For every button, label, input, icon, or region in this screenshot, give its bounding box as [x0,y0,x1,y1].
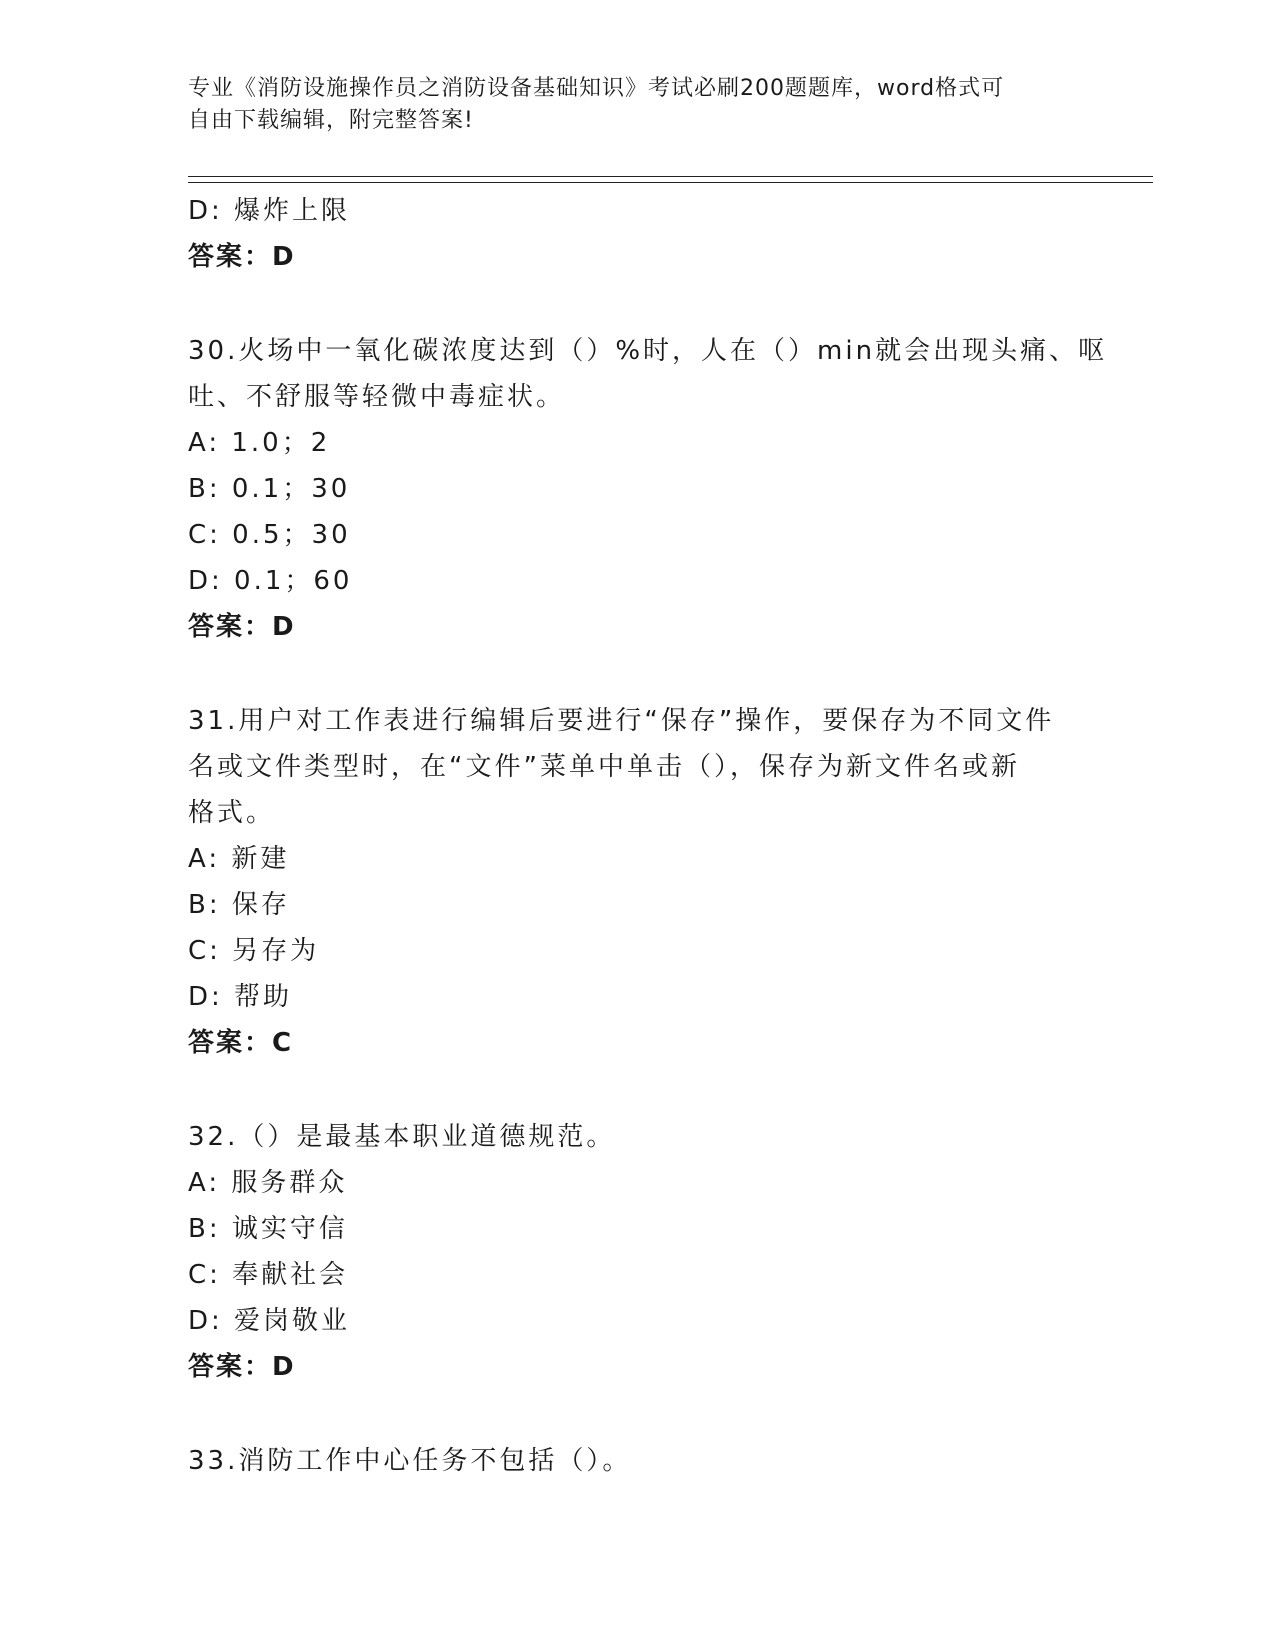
option-b: B: 诚实守信 [188,1214,348,1244]
document-body [188,188,1108,1484]
header-line-1: 专业《消防设施操作员之消防设备基础知识》考试必刷200题题库，word格式可 [188,76,1005,101]
option-d: D: 帮助 [188,982,293,1012]
answer-line: 答案：D [188,612,296,642]
option-c: C: 0.5；30 [188,520,351,550]
option-d: D: 爆炸上限 [188,196,351,226]
question-31 [188,698,1088,1066]
spacer [188,1066,1088,1114]
answer-line: 答案：D [188,1352,296,1382]
question-33 [188,1438,1088,1484]
question-30 [188,328,1108,650]
spacer [188,650,1088,698]
spacer [188,280,1088,328]
question-text: 31.用户对工作表进行编辑后要进行“保存”操作，要保存为不同文件 [188,706,1055,736]
header-divider-top [188,176,1153,177]
option-a: A: 服务群众 [188,1168,348,1198]
question-text: 格式。 [188,798,276,828]
spacer [188,1390,1088,1438]
option-c: C: 另存为 [188,936,320,966]
option-a: A: 1.0；2 [188,428,331,458]
document-header [188,73,1068,137]
answer-line: 答案：D [188,242,296,272]
answer-line: 答案：C [188,1028,294,1058]
header-line-2: 自由下载编辑，附完整答案! [188,108,474,133]
question-text: 30.火场中一氧化碳浓度达到（）%时，人在（）min就会出现头痛、呕 [188,336,1108,366]
question-text: 33.消防工作中心任务不包括（）。 [188,1446,632,1476]
option-c: C: 奉献社会 [188,1260,349,1290]
question-text: 32.（）是最基本职业道德规范。 [188,1122,616,1152]
header-divider-bottom [188,182,1153,183]
option-b: B: 保存 [188,890,290,920]
option-a: A: 新建 [188,844,290,874]
question-text: 吐、不舒服等轻微中毒症状。 [188,382,566,412]
option-d: D: 爱岗敬业 [188,1306,351,1336]
option-b: B: 0.1；30 [188,474,351,504]
question-text: 名或文件类型时，在“文件”菜单中单击（），保存为新文件名或新 [188,752,1020,782]
question-32 [188,1114,1088,1390]
option-d: D: 0.1；60 [188,566,353,596]
